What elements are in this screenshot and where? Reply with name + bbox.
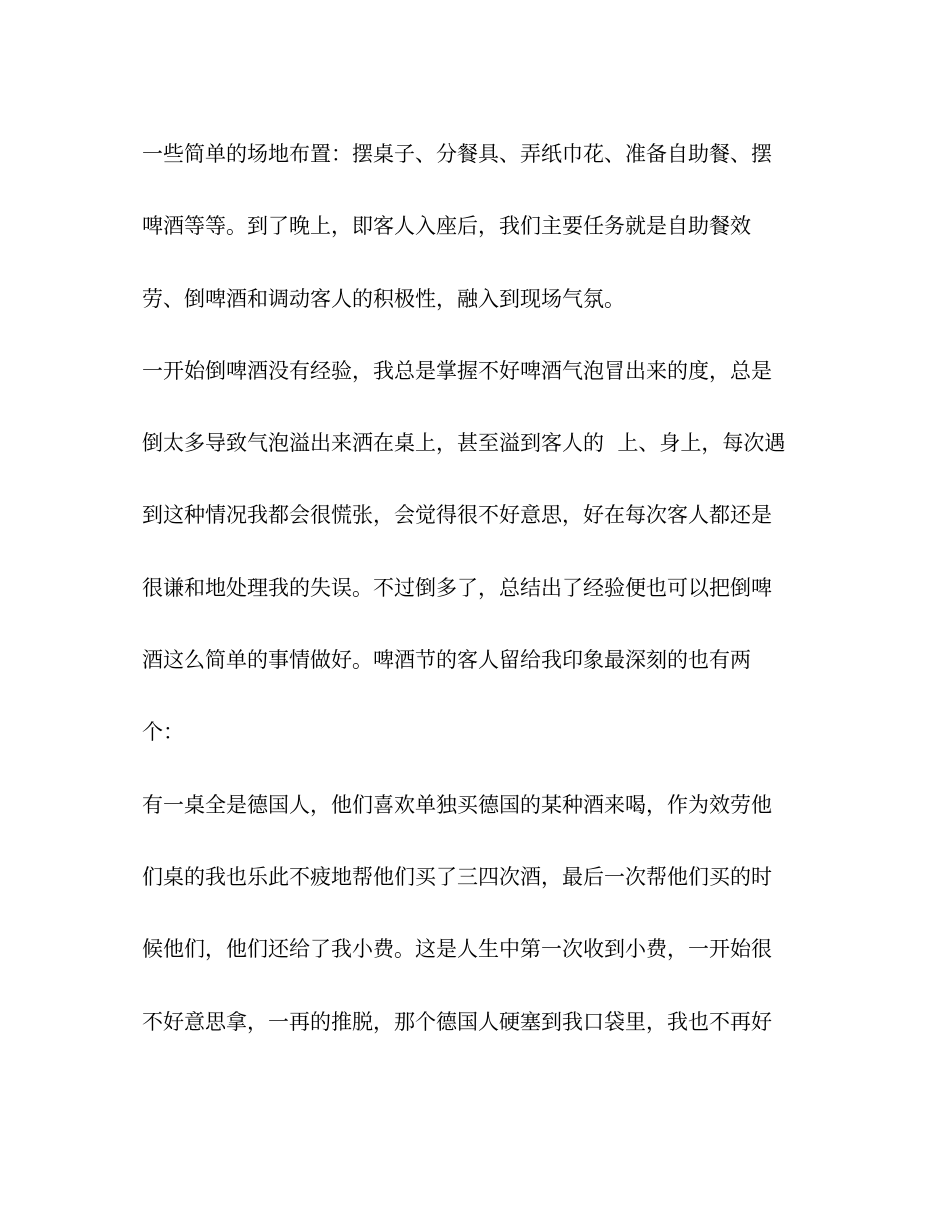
text-line: 有一桌全是德国人，他们喜欢单独买德国的某种酒来喝，作为效劳他 bbox=[142, 792, 772, 817]
text-line: 候他们，他们还给了我小费。这是人生中第一次收到小费，一开始很 bbox=[142, 937, 772, 962]
text-line: 劳、倒啤酒和调动客人的积极性，融入到现场气氛。 bbox=[142, 286, 625, 311]
text-line: 啤酒等等。到了晚上，即客人入座后，我们主要任务就是自助餐效 bbox=[142, 214, 751, 239]
text-line: 一些简单的场地布置：摆桌子、分餐具、弄纸巾花、准备自助餐、摆 bbox=[142, 142, 772, 166]
text-line: 酒这么简单的事情做好。啤酒节的客人留给我印象最深刻的也有两 bbox=[142, 648, 751, 673]
text-line: 很谦和地处理我的失误。不过倒多了，总结出了经验便也可以把倒啤 bbox=[142, 575, 772, 600]
text-line: 一开始倒啤酒没有经验，我总是掌握不好啤酒气泡冒出来的度，总是 bbox=[142, 358, 772, 383]
text-line: 到这种情况我都会很慌张，会觉得很不好意思，好在每次客人都还是 bbox=[142, 503, 772, 528]
body-text bbox=[142, 136, 822, 1076]
text-line: 个： bbox=[142, 720, 184, 745]
text-line: 倒太多导致气泡溢出来洒在桌上，甚至溢到客人的 上、身上，每次遇 bbox=[142, 431, 786, 456]
text-line: 们桌的我也乐此不疲地帮他们买了三四次酒，最后一次帮他们买的时 bbox=[142, 864, 772, 889]
text-line: 不好意思拿，一再的推脱，那个德国人硬塞到我口袋里，我也不再好 bbox=[142, 1009, 772, 1034]
